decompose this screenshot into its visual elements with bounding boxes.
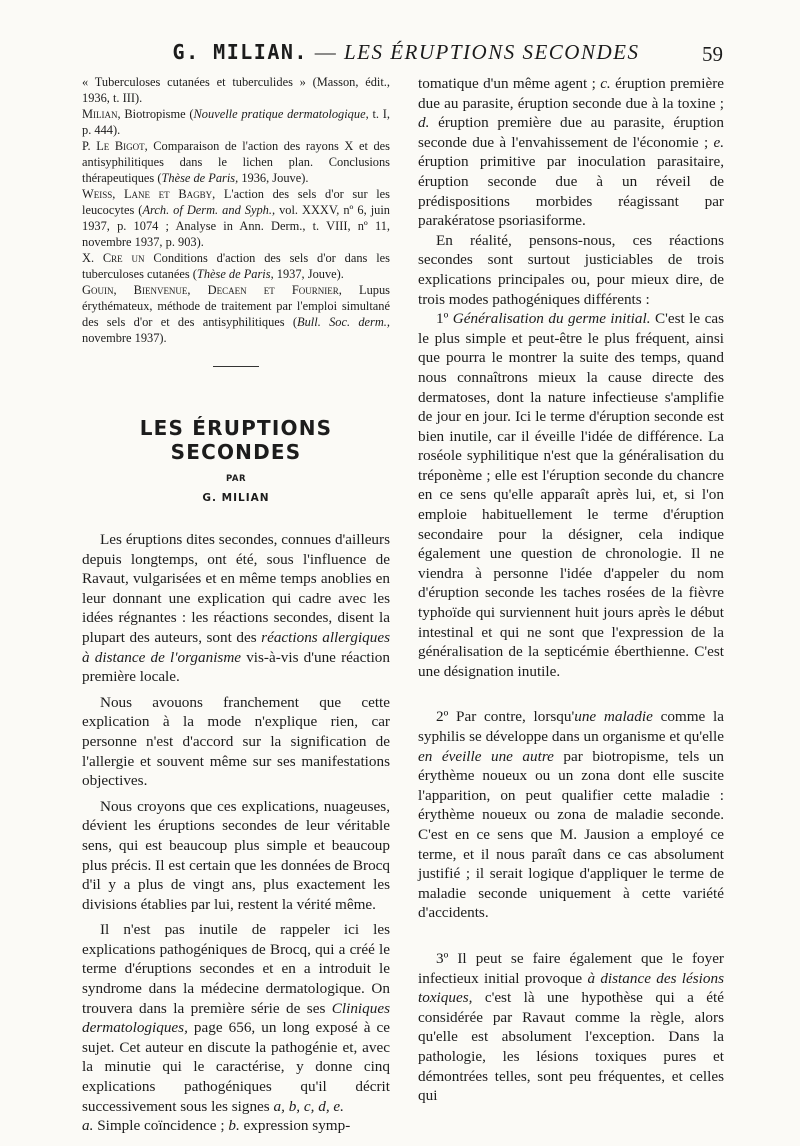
reference-item: Gouin, Bienvenue, Decaen et Fournier, Lupus érythémateux, méthode de traitement par l'emploi simultané des sels d'or et des antisyphilitiques (Bull. Soc. derm., novembre 1937). [82,283,391,345]
reference-item: « Tuberculoses cutanées et tuberculides » (Masson, édit., 1936, t. III). [82,75,390,105]
paragraph: 3º Il peut se faire également que le foyer infectieux initial provoque à distance des lésions toxiques, c'est là une hypothèse qui a été considérée par Ravaut comme la règle, alors qu'elle est absolument l'exception. Dans la pathologie, les lésions toxiques pures et démontrées telles, sont peu fréquentes, et celles qui [418,949,724,1105]
header-title: LES ÉRUPTIONS SECONDES [343,40,640,64]
paragraph: 2º Par contre, lorsqu'une maladie comme la syphilis se développe dans un organisme et qu'elle en éveille une autre par biotropisme, tels un érythème noueux ou un zona dont elle suscite l'apparition, on peut qualifier cette maladie : érythème noueux ou zona de maladie seconde. C'est en ce sens que M. Jausion a employé ce terme, et il nous paraît dans ce cas absolument justifié ; il serait logique d'appliquer le terme de maladie seconde uniquement à cette variété d'accidents. [418,708,724,922]
right-column [418,74,724,1106]
paragraph: Nous avouons franchement que cette explication à la mode n'explique rien, car personne n'est d'accord sur la signification de l'allergie et souvent même sur ses manifestations objectives. [82,693,390,790]
byline: G. MILIAN [202,492,270,504]
reference-item: Milian, Biotropisme (Nouvelle pratique dermatologique, t. I, p. 444). [82,107,390,137]
left-body [82,530,390,1136]
paragraph: En réalité, pensons-nous, ces réactions secondes sont surtout justiciables de trois explications principales ou, pour mieux dire, de trois modes pathogéniques différents : [418,231,724,308]
page-number: 59 [702,42,723,66]
paragraph: Les éruptions dites secondes, connues d'ailleurs depuis longtemps, ont été, sous l'influence de Ravaut, vulgarisées et en même temps anoblies en leur donnant une explication qui cadre avec les idées régnantes : les réactions secondes, disent la plupart des auteurs, sont des réactions allergiques à distance de l'organisme vis-à-vis d'une réaction première locale. [82,531,391,686]
reference-item: Weiss, Lane et Bagby, L'action des sels d'or sur les leucocytes (Arch. of Derm. and Syph., vol. XXXV, nº 6, juin 1937, p. 1074 ; Analyse in Ann. Derm., t. VIII, nº 11, novembre 1937, p. 903). [82,187,390,249]
left-column [82,74,390,1136]
paragraph: 1º Généralisation du germe initial. C'est le cas le plus simple et peut-être le plus fréquent, ainsi que pourra le montrer la suite des temps, quand nous connaîtrons mieux la cause directe des dermatoses, dont la nature infectieuse s'amplifie de jour en jour. Ici le terme d'éruption seconde est bien inutile, car il éveille l'idée de différence. La roséole syphilitique n'est que la généralisation du tréponème ; elle est l'éruption seconde du chancre en ce sens qu'elle apparaît après lui, et, si l'on emploie habituellement le terme d'éruption secondaire pour la désigner, cela indique également une question de chronologie. Il ne viendra à personne l'idée d'appeler du nom d'éruption seconde les taches rosées de la fièvre typhoïde qui surviennent huit jours après le début intestinal et qui ne sont que l'expression de la généralisation de la septicémie éberthienne. C'est une désignation inutile. [418,310,724,680]
reference-list [82,74,390,346]
reference-item: P. Le Bigot, Comparaison de l'action des rayons X et des antisyphilitiques dans le lichen plan. Conclusions thérapeutiques (Thèse de Paris, 1936, Jouve). [82,139,390,185]
right-body [418,74,724,1106]
paragraph: tomatique d'un même agent ; c. éruption première due au parasite, éruption seconde due à la toxine ; d. éruption première due au parasite, éruption seconde due à l'envahissement de l'économie ; e. éruption primitive par inoculation parasitaire, éruption seconde due à un réveil de prédispositions morbides réagissant par parakératose psoriasiforme. [418,75,724,230]
paragraph: Il n'est pas inutile de rappeler ici les explications pathogéniques de Brocq, qui a créé le terme d'éruptions secondes et en a introduit le syndrome dans la médecine dermatologique. On trouvera dans la première série de ses Cliniques dermatologiques, page 656, un long exposé à ce sujet. Cet auteur en discute la pathogénie et, avec la minutie qui le caractérise, y donne cinq explications pathogéniques qu'il décrit successivement sous les signes a, b, c, d, e. a. Simple coïncidence ; b. expression symp- [82,921,390,1135]
header-separator: — [314,40,338,64]
header-author: G. MILIAN. [172,40,308,64]
paragraph: Nous croyons que ces explications, nuageuses, dévient les éruptions secondes de leur véritable sens, qui est beaucoup plus simple et beaucoup plus précis. Il est certain que les données de Brocq d'il y a plus de vingt ans, plus exactement les divisions établies par lui, restent la vérité même. [82,797,390,913]
reference-item: X. Cre un Conditions d'action des sels d'or dans les tuberculoses cutanées (Thèse de Paris, 1937, Jouve). [82,251,390,281]
par-label: PAR [225,474,247,484]
running-head [84,40,728,65]
article-title: LES ÉRUPTIONS SECONDES [139,416,333,464]
section-divider [213,366,259,367]
